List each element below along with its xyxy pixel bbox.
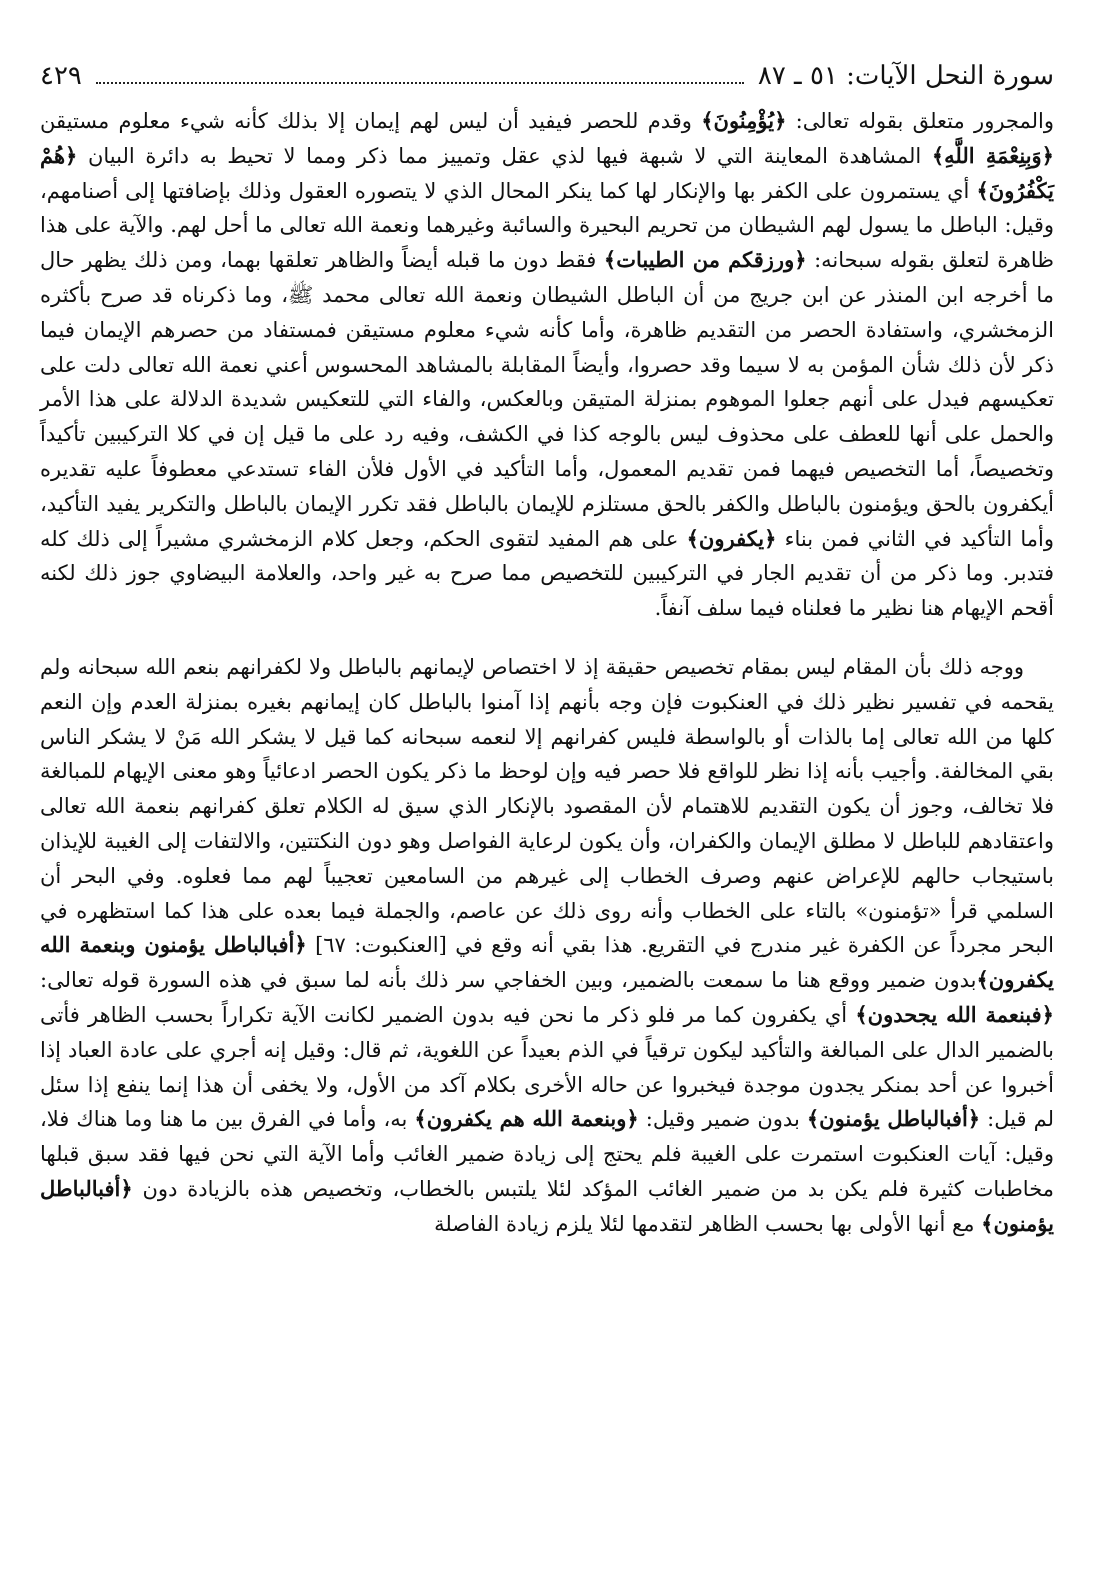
text-run: به، وأما في الفرق بين ما هنا وما هناك فلا، وقيل: آيات العنكبوت استمرت على الغيبة فلم يحتج إلى زيادة ضمير الغائب وأما الآية التي نحن فيها فقد سبق قبلها مخاطبات كثيرة فلم يكن بد من ضمير الغائب المؤكد لئلا يلتبس بالخطاب، وتخصيص هذه بالزيادة دون: [40, 1107, 1054, 1201]
text-run: على هم المفيد لتقوى الحكم، وجعل كلام الزمخشري مشيراً إلى ذلك كله فتدبر. وما ذكر من أن تقديم الجار في التركيبين للتخصيص مما صرح به غير واحد، والعلامة البيضاوي جوز ذلك لكنه أقحم الإيهام هنا نظير ما فعلناه فيما سلف آنفاً.: [40, 526, 1054, 621]
chapter-title: سورة النحل الآيات: ٥١ ـ ٨٧: [757, 61, 1054, 91]
book-page: [40, 56, 1054, 1546]
quran-quote: ﴿يكفرون﴾: [686, 525, 777, 551]
quran-quote: ﴿أفبالباطل يؤمنون﴾: [40, 1175, 1054, 1236]
quran-quote: ﴿ورزقكم من الطيبات﴾: [603, 247, 807, 273]
dotted-leader: [96, 58, 744, 84]
text-run: المشاهدة المعاينة التي لا شبهة فيها لذي عقل وتمييز مما ذكر ومما لا تحيط به دائرة البيان: [77, 143, 932, 168]
text-run: وقدم للحصر فيفيد أن ليس لهم إيمان إلا بذلك كأنه شيء معلوم مستيقن: [40, 109, 702, 133]
paragraph-2: [40, 650, 1054, 1242]
quran-quote: ﴿أفبالباطل يؤمنون وبنعمة الله يكفرون﴾: [40, 932, 1054, 993]
text-run: مع أنها الأولى بها بحسب الظاهر لتقدمها لئلا يلزم زيادة الفاصلة: [434, 1211, 982, 1236]
text-run: والمجرور متعلق بقوله تعالى:: [786, 109, 1055, 133]
page-number: ٤٢٩: [40, 61, 82, 91]
quran-quote: ﴿أفبالباطل يؤمنون﴾: [806, 1106, 981, 1132]
quran-quote: ﴿وبنعمة الله هم يكفرون﴾: [414, 1106, 639, 1132]
quran-quote: ﴿هُمْ يَكْفُرُونَ﴾: [40, 142, 1054, 203]
text-run: بدون ضمير ووقع هنا ما سمعت بالضمير، وبين الخفاجي سر ذلك بأنه لما سبق في هذه السورة قوله تعالى:: [40, 968, 977, 993]
text-run: أي يستمرون على الكفر بها والإنكار لها كما ينكر المحال الذي لا يتصوره العقول وذلك بإضافتها إلى أصنامهم، وقيل: الباطل ما يسول لهم الشيطان من تحريم البحيرة والسائبة وغيرهما ونعمة الله تعالى ما أحل لهم. والآية على هذا ظاهرة لتعلق بقوله سبحانه:: [40, 178, 1054, 273]
paragraph-1: [40, 104, 1054, 626]
text-run: فقط دون ما قبله أيضاً والظاهر تعلقها بهما، ومن ذلك يظهر حال ما أخرجه ابن المنذر عن ابن جريج من أن الباطل الشيطان ونعمة الله تعالى محمد ﷺ، وما ذكرناه قد صرح بأكثره الزمخشري، واستفادة الحصر من التقديم ظاهرة، وأما كأنه شيء معلوم مستيقن فمستفاد من حصرهم الإيمان فيما ذكر لأن ذلك شأن المؤمن به لا سيما وقد حصروا، وأيضاً المقابلة بالمشاهد المحسوس أعني نعمة الله تعالى دلت على تعكيسهم فيدل على أنهم جعلوا الموهوم بمنزلة المتيقن وبالعكس، والفاء التي للتعكيس شديدة الدلالة على هذا الأمر والحمل على أنها للعطف على محذوف ليس بالوجه كذا في الكشف، وفيه رد على ما قيل إن في كلا التركيبين تأكيداً وتخصيصاً، أما التخصيص فيهما فمن تقديم المعمول، وأما التأكيد في الأول فلأن الفاء تستدعي معطوفاً عليه تقديره أيكفرون بالحق ويؤمنون بالباطل والكفر بالحق مستلزم للإيمان بالباطل فقد تكرر الإيمان بالباطل والتكرير يفيد التأكيد، وأما التأكيد في الثاني فمن بناء: [40, 248, 1054, 551]
quran-quote: ﴿يُؤْمِنُونَ﴾: [701, 108, 787, 133]
text-run: بدون ضمير وقيل:: [638, 1107, 807, 1132]
running-header: [40, 56, 1054, 100]
quran-quote: ﴿فبنعمة الله يجحدون﴾: [855, 1001, 1054, 1027]
quran-quote: ﴿وَبِنِعْمَةِ اللَّهِ﴾: [931, 142, 1054, 168]
text-run: أي يكفرون كما مر فلو ذكر ما نحن فيه بدون الضمير لكانت الآية تكراراً بحسب الظاهر فأتى بالضمير الدال على المبالغة والتأكيد ليكون ترقياً في الذم بعيداً عن اللغوية، ثم قال: وقيل إنه أجري على عادة العباد إذا أخبروا عن أحد بمنكر يجدون موجدة فيخبروا عن حاله الأخرى بكلام آكد من الأول، ولا يخفى أن هذا إنما ينفع إذا سئل لم قيل:: [40, 1002, 1054, 1132]
text-run: ووجه ذلك بأن المقام ليس بمقام تخصيص حقيقة إذ لا اختصاص لإيمانهم بالباطل ولا لكفرانهم بنعم الله سبحانه ولم يقحمه في تفسير نظير ذلك في العنكبوت فإن وجه بأنهم إذا آمنوا بالباطل كان إيمانهم بغيره بمنزلة العدم وإن النعم كلها من الله تعالى إما بالذات أو بالواسطة فليس كفرانهم إلا لنعمه سبحانه كما قيل لا يشكر الله مَنْ لا يشكر الناس بقي المخالفة. وأجيب بأنه إذا نظر للواقع فلا حصر فيه وإن لوحظ ما ذكر يكون الحصر ادعائياً وهو معنى الإيهام للمبالغة فلا تخالف، وجوز أن يكون التقديم للاهتمام لأن المقصود بالإنكار الذي سيق له الكلام تعلق كفرانهم بنعمة الله تعالى واعتقادهم للباطل لا مطلق الإيمان والكفران، وأن يكون لرعاية الفواصل وهو دون النكتتين، والالتفات إلى الغيبة للإيذان باستيجاب حالهم للإعراض عنهم وصرف الخطاب إلى غيرهم من السامعين تعجيباً لهم مما فعلوه. وفي البحر أن السلمي قرأ «تؤمنون» بالتاء على الخطاب وأنه روى ذلك عن عاصم، والجملة فيما بعده على هذا كما استظهره في البحر مجرداً عن الكفرة غير مندرج في التقريع. هذا بقي أنه وقع في [العنكبوت: ٦٧]: [40, 654, 1054, 958]
